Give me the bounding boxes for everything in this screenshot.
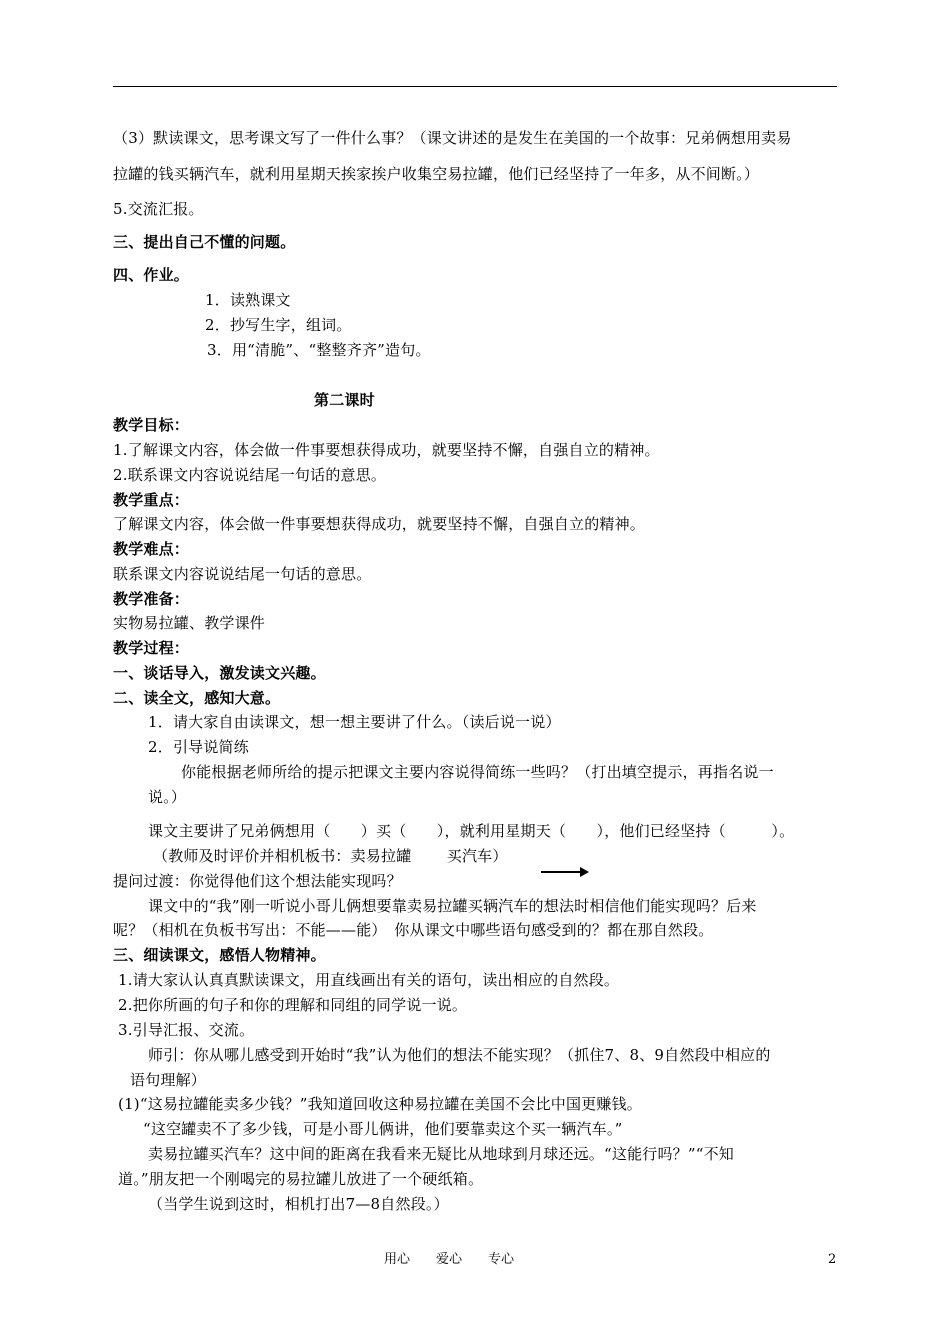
text-line: 了解课文内容，体会做一件事要想获得成功，就要坚持不懈，自强自立的精神。 (113, 515, 646, 533)
homework-item: 1．读熟课文 (205, 291, 291, 309)
field-label: 教学过程： (113, 639, 190, 657)
text-line: 5.交流汇报。 (113, 200, 204, 218)
text-line: 课文中的“我”刚一听说小哥儿俩想要靠卖易拉罐买辆汽车的想法时相信他们能实现吗？后来 (148, 897, 757, 915)
text-line: 说。） (148, 788, 187, 806)
text-line: 1．请大家自由读课文，想一想主要讲了什么。（读后说一说） (148, 713, 561, 731)
text-line: 1.了解课文内容，体会做一件事要想获得成功，就要坚持不懈，自强自立的精神。 (113, 441, 660, 459)
text-line: 你能根据老师所给的提示把课文主要内容说得简练一些吗？（打出填空提示，再指名说一 (181, 763, 774, 781)
lesson-title: 第二课时 (314, 391, 375, 409)
text-line: 拉罐的钱买辆汽车，就利用星期天挨家挨户收集空易拉罐，他们已经坚持了一年多，从不间断。） (113, 165, 760, 183)
text-line: 联系课文内容说说结尾一句话的意思。 (113, 565, 372, 583)
text-line: 师引：你从哪儿感受到开始时“我”认为他们的想法不能实现？（抓住7、8、9自然段中相应的 (148, 1046, 771, 1064)
right-arrow-icon (540, 865, 590, 879)
section-heading: 三、提出自己不懂的问题。 (113, 233, 296, 251)
text-line: 呢？（相机在负板书写出：不能——能） 你从课文中哪些语句感受到的？都在那自然段。 (113, 921, 714, 939)
homework-item: 2．抄写生字，组词。 (205, 316, 352, 334)
field-label: 教学准备： (113, 590, 190, 608)
section-heading: 三、细读课文，感悟人物精神。 (113, 946, 326, 964)
section-heading: 一、谈话导入，激发读文兴趣。 (113, 664, 326, 682)
text-line: 道。”朋友把一个刚喝完的易拉罐儿放进了一个硬纸箱。 (118, 1170, 484, 1188)
text-line: 卖易拉罐买汽车？这中间的距离在我看来无疑比从地球到月球还远。“这能行吗？”“不知 (148, 1145, 735, 1163)
text-line: 2.把你所画的句子和你的理解和同组的同学说一说。 (118, 996, 468, 1014)
text-line: “这空罐卖不了多少钱，可是小哥儿俩讲，他们要靠卖这个买一辆汽车。” (143, 1120, 623, 1138)
text-line: (1)“这易拉罐能卖多少钱？”我知道回收这种易拉罐在美国不会比中国更赚钱。 (118, 1095, 642, 1113)
text-line: 2.联系课文内容说说结尾一句话的意思。 (113, 466, 387, 484)
text-line: （3）默读课文，思考课文写了一件什么事？（课文讲述的是发生在美国的一个故事：兄弟俩想用卖易 (113, 129, 792, 147)
fill-in-line: 课文主要讲了兄弟俩想用（ ）买（ ），就利用星期天（ ），他们已经坚持（ ）。 (148, 822, 795, 840)
page-number: 2 (828, 1252, 837, 1267)
text-line: （当学生说到这时，相机打出7—8自然段。） (148, 1195, 449, 1213)
section-heading: 四、作业。 (113, 266, 190, 284)
header-rule (113, 86, 837, 87)
field-label: 教学难点： (113, 540, 190, 558)
footer-motto: 用心 爱心 专心 (384, 1252, 515, 1267)
field-label: 教学重点： (113, 491, 190, 509)
section-heading: 二、读全文，感知大意。 (113, 689, 281, 707)
text-line: 实物易拉罐、教学课件 (113, 614, 266, 632)
text-line: （教师及时评价并相机板书：卖易拉罐 买汽车） (153, 847, 508, 865)
text-line: 2．引导说简练 (148, 738, 249, 756)
text-line: 1.请大家认认真真默读课文，用直线画出有关的语句，读出相应的自然段。 (118, 971, 620, 989)
field-label: 教学目标： (113, 416, 190, 434)
homework-item: 3．用“清脆”、“整整齐齐”造句。 (207, 341, 431, 359)
text-line: 语句理解） (130, 1071, 207, 1089)
text-line: 3.引导汇报、交流。 (118, 1021, 255, 1039)
text-line: 提问过渡：你觉得他们这个想法能实现吗？ (113, 872, 402, 890)
